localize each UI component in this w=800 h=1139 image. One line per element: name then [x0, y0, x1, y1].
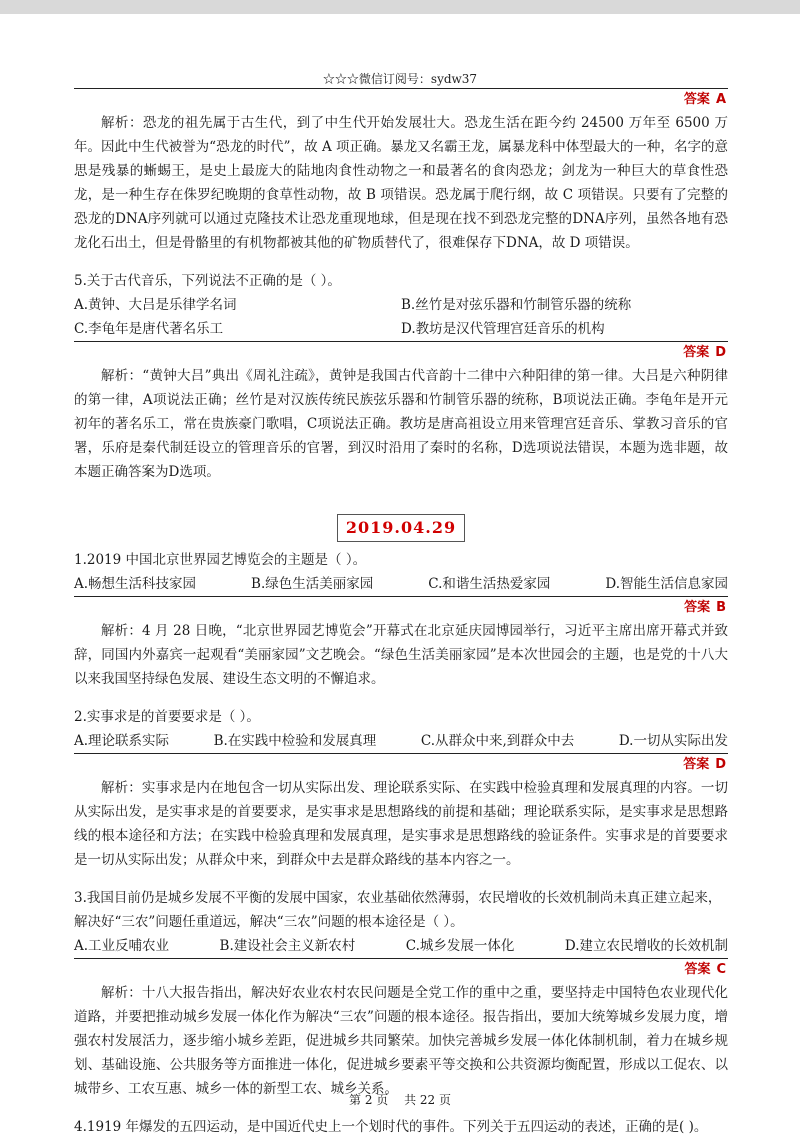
options: [74, 572, 728, 596]
page-total: 共 22 页: [404, 1093, 451, 1107]
analysis-text: 解析：实事求是内在地包含一切从实际出发、理论联系实际、在实践中检验真理和发展真理的内容。一切从实际出发，是实事求是的首要要求，是实事求是思想路线的前提和基础；理论联系实际，是实事求是思想路线的根本途径和方法；在实践中检验真理和发展真理，是实事求是思想路线的验证条件。实事求是的首要要求是一切从实际出发；从群众中来，到群众中去是群众路线的基本内容之一。: [74, 780, 728, 868]
options: [74, 934, 728, 958]
option-c: C.和谐生活热爱家园: [428, 576, 551, 592]
question-stem: 4.1919 年爆发的五四运动，是中国近代史上一个划时代的事件。下列关于五四运动的表述，正确的是( )。: [74, 1119, 708, 1135]
question-3: [74, 886, 728, 1101]
top-bar: [0, 0, 800, 14]
answer-label: 答案: [683, 345, 710, 360]
answer-label: 答案: [683, 92, 710, 107]
option-d: D.智能生活信息家园: [605, 576, 728, 592]
option-a: A.理论联系实际: [74, 733, 170, 749]
question-stem: 5.关于古代音乐，下列说法不正确的是（ ）。: [74, 273, 341, 289]
question-4: [74, 1115, 728, 1139]
page-footer: [0, 1091, 800, 1108]
option-a: A.黄钟、大吕是乐律学名词: [74, 297, 237, 313]
answer-bar: [74, 341, 728, 364]
answer-letter: D: [715, 345, 726, 360]
option-c: C.李龟年是唐代著名乐工: [74, 321, 224, 337]
options: [74, 293, 728, 341]
question-2: [74, 705, 728, 872]
option-b: B.绿色生活美丽家园: [251, 576, 374, 592]
option-a: A.畅想生活科技家园: [74, 576, 197, 592]
analysis-text: 解析：4 月 28 日晚，“北京世界园艺博览会”开幕式在北京延庆园博园举行，习近平主席出席开幕式并致辞，同国内外嘉宾一起观看“美丽家园”文艺晚会。“绿色生活美丽家园”是本次世园会的主题，也是党的十八大以来我国坚持绿色发展、建设生态文明的不懈追求。: [74, 623, 728, 687]
analysis-text: 解析：恐龙的祖先属于古生代，到了中生代开始发展壮大。恐龙生活在距今约 24500 万年至 6500 万年。因此中生代被誉为“恐龙的时代”，故 A 项正确。暴龙又名霸王龙，属暴龙科中体型最大的一种，名字的意思是残暴的蜥蜴王，是史上最庞大的陆地肉食性动物之一和最著名的食肉恐龙；剑龙为一种巨大的草食性恐龙，是一种生存在侏罗纪晚期的食草性动物，故 B 项错误。恐龙属于爬行纲，故 C 项错误。只要有了完整的恐龙的DNA序列就可以通过克隆技术让恐龙重现地球，但是现在找不到恐龙完整的DNA序列，虽然各地有恐龙化石出土，但是骨骼里的有机物都被其他的矿物质替代了，很难保存下DNA，故 D 项错误。: [74, 115, 728, 251]
answer-label: 答案: [684, 600, 711, 615]
question-5: [74, 269, 728, 484]
question-stem: 3.我国目前仍是城乡发展不平衡的发展中国家，农业基础依然薄弱，农民增收的长效机制尚未真正建立起来，解决好“三农”问题任重道远，解决“三农”问题的根本途径是（ ）。: [74, 890, 722, 930]
answer-bar: [74, 753, 728, 776]
option-d: D.一切从实际出发: [618, 733, 728, 749]
option-b: B.在实践中检验和发展真理: [213, 733, 377, 749]
option-c: C.城乡发展一体化: [405, 938, 515, 954]
options: [74, 729, 728, 753]
answer-letter: D: [715, 757, 726, 772]
page-content: [74, 88, 728, 1139]
question-1: [74, 548, 728, 691]
option-d: D.建立农民增收的长效机制: [564, 938, 728, 954]
date-heading: 2019.04.29: [337, 514, 465, 542]
date-heading-wrap: [74, 514, 728, 542]
page-header: ☆☆☆微信订阅号：sydw37: [322, 72, 478, 86]
answer-label: 答案: [683, 757, 710, 772]
analysis-text: 解析：“黄钟大吕”典出《周礼注疏》，黄钟是我国古代音韵十二律中六种阳律的第一律。大吕是六种阴律的第一律，A项说法正确；丝竹是对汉族传统民族弦乐器和竹制管乐器的统称，B项说法正确。李龟年是开元初年的著名乐工，常在贵族豪门歌唱，C项说法正确。教坊是唐高祖设立用来管理宫廷音乐、掌教习音乐的官署，乐府是秦代制廷设立的管理音乐的官署，到汉时沿用了秦时的名称，D选项说法错误，本题为选非题，故本题正确答案为D选项。: [74, 368, 728, 480]
answer-letter: C: [716, 962, 726, 977]
option-b: B.丝竹是对弦乐器和竹制管乐器的统称: [401, 297, 632, 313]
option-b: B.建设社会主义新农村: [219, 938, 356, 954]
answer-letter: B: [716, 600, 726, 615]
answer-bar: [74, 88, 728, 111]
page-number: 第 2 页: [349, 1093, 389, 1107]
question-stem: 2.实事求是的首要要求是（ ）。: [74, 709, 260, 725]
answer-label: 答案: [684, 962, 711, 977]
option-d: D.教坊是汉代管理宫廷音乐的机构: [401, 321, 605, 337]
question-stem: 1.2019 中国北京世界园艺博览会的主题是（ ）。: [74, 552, 367, 568]
answer-bar: [74, 596, 728, 619]
option-c: C.从群众中来,到群众中去: [420, 733, 575, 749]
option-a: A.工业反哺农业: [74, 938, 170, 954]
answer-bar: [74, 958, 728, 981]
analysis-text: 解析：十八大报告指出，解决好农业农村农民问题是全党工作的重中之重，要坚持走中国特色农业现代化道路，并要把推动城乡发展一体化作为解决“三农”问题的根本途径。报告指出，要加大统筹城乡发展力度，增强农村发展活力，逐步缩小城乡差距，促进城乡共同繁荣。加快完善城乡发展一体化体制机制，着力在城乡规划、基础设施、公共服务等方面推进一体化，促进城乡要素平等交换和公共资源均衡配置，形成以工促农、以城带乡、工农互惠、城乡一体的新型工农、城乡关系。: [74, 985, 728, 1097]
answer-letter: A: [715, 92, 726, 107]
